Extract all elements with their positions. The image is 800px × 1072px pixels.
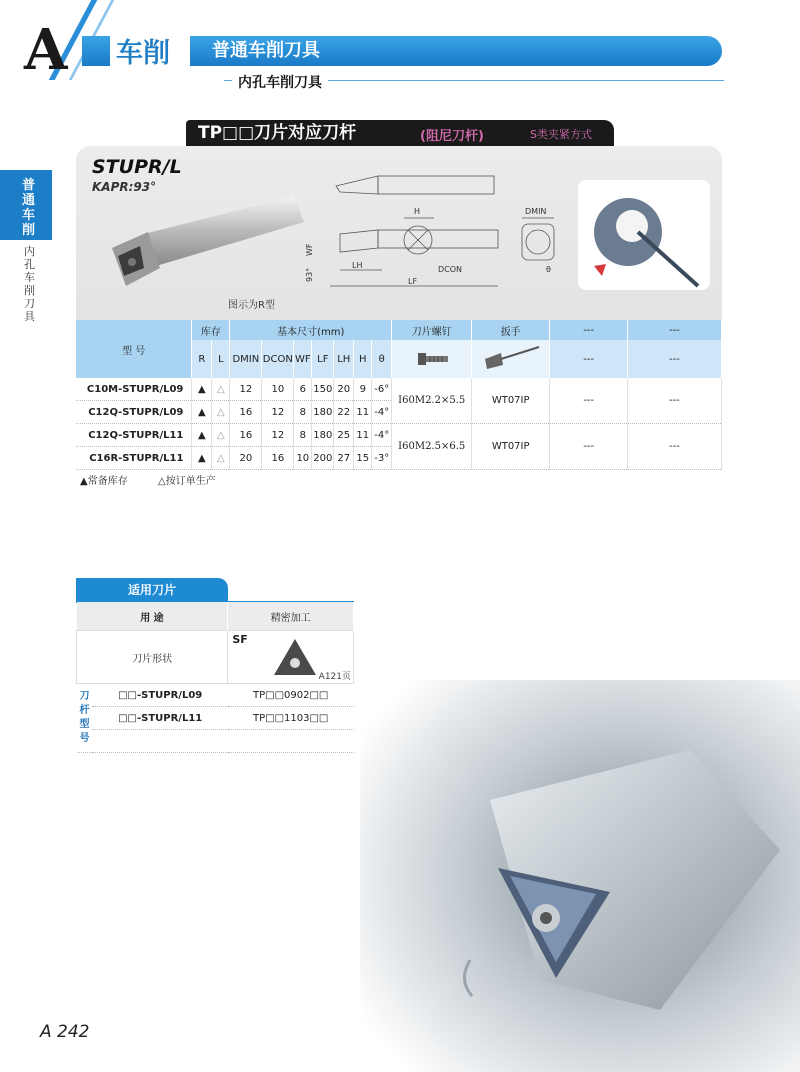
wrench-value: WT07IP <box>472 378 550 424</box>
banner-title: TP□□刀片对应刀杆 <box>198 123 357 143</box>
shape-label: 刀片形状 <box>77 631 228 684</box>
drawing-label-dcon: DCON <box>438 265 463 274</box>
technical-drawing <box>300 160 570 296</box>
triangle-insert-icon <box>272 637 318 677</box>
empty-cell <box>228 730 354 753</box>
subheader-lf: LF <box>312 340 334 378</box>
drawing-label-lh: LH <box>352 261 363 270</box>
drawing-label-wf: WF <box>305 243 314 256</box>
page-ref: A121页 <box>318 672 351 682</box>
holder-vertical-label: 刀杆型号 <box>77 684 93 753</box>
legend-order: △按订单生产 <box>158 476 216 487</box>
subheader-wf: WF <box>294 340 312 378</box>
picture-note: 图示为R型 <box>228 300 275 311</box>
subheader-extra1: --- <box>550 340 628 378</box>
damping-photo <box>578 180 710 290</box>
table-row: C12Q-STUPR/L09 ▲ △ 16 12 8 180 22 11 -4° <box>76 401 722 424</box>
screw-icon <box>392 340 472 378</box>
tool-closeup-photo <box>360 680 800 1072</box>
wrench-icon <box>472 340 550 378</box>
drawing-label-lf: LF <box>408 277 418 286</box>
legend-stock: ▲常备库存 <box>80 476 128 487</box>
subheader-h: H <box>354 340 372 378</box>
insert-model: TP□□1103□□ <box>228 707 354 730</box>
tool-holder-image <box>104 196 304 296</box>
holder-model: □□-STUPR/L11 <box>92 707 227 730</box>
page-number: A 242 <box>40 1022 90 1042</box>
header-extra1: --- <box>550 320 628 340</box>
wrench-value: WT07IP <box>472 424 550 470</box>
spec-table <box>76 320 722 470</box>
category-title: 车削 <box>110 36 190 72</box>
section-letter: A <box>24 17 68 83</box>
insert-tab: 适用刀片 <box>76 578 228 602</box>
drawing-label-h: H <box>414 207 421 216</box>
holder-model: □□-STUPR/L09 <box>92 684 227 707</box>
drawing-label-dmin: DMIN <box>525 207 547 216</box>
table-row: C10M-STUPR/L09 ▲ △ 12 10 6 150 20 9 -6° I60M2.2×5.5 WT07IP --- --- <box>76 378 722 401</box>
subheader-dcon: DCON <box>262 340 294 378</box>
subheader-theta: θ <box>372 340 392 378</box>
header-wrench: 扳手 <box>472 320 550 340</box>
purpose-value: 精密加工 <box>228 602 354 631</box>
side-tab-label: 普通车削 <box>22 178 36 238</box>
subheader-l: L <box>212 340 230 378</box>
header-subtitle: 内孔车削刀具 <box>232 72 328 92</box>
purpose-label: 用 途 <box>77 602 228 631</box>
banner-clamp-type: S类夹紧方式 <box>530 128 592 141</box>
header-title: 普通车削刀具 <box>212 40 320 61</box>
table-row: C12Q-STUPR/L11 ▲ △ 16 12 8 180 25 11 -4° I60M2.5×6.5 WT07IP --- --- <box>76 424 722 447</box>
header-dims: 基本尺寸(mm) <box>230 320 392 340</box>
drawing-label-theta: θ <box>546 265 551 274</box>
subheader-lh: LH <box>334 340 354 378</box>
table-row: C16R-STUPR/L11 ▲ △ 20 16 10 200 27 15 -3° <box>76 447 722 470</box>
side-tab-sublabel: 内孔车削刀具 <box>24 245 35 323</box>
chipbreaker-code: SF <box>232 633 248 646</box>
banner-subtitle: (阻尼刀杆) <box>420 129 484 144</box>
kapr-angle: KAPR:93° <box>92 180 157 194</box>
header-extra2: --- <box>628 320 722 340</box>
subheader-dmin: DMIN <box>230 340 262 378</box>
model-name: STUPR/L <box>92 156 182 178</box>
insert-table <box>76 602 354 753</box>
screw-value: I60M2.2×5.5 <box>392 378 472 424</box>
header-model: 型 号 <box>76 320 192 378</box>
header-screw: 刀片螺钉 <box>392 320 472 340</box>
empty-cell <box>92 730 227 753</box>
insert-shape-cell <box>228 631 354 684</box>
insert-model: TP□□0902□□ <box>228 684 354 707</box>
screw-value: I60M2.5×6.5 <box>392 424 472 470</box>
subheader-r: R <box>192 340 212 378</box>
header-stock: 库存 <box>192 320 230 340</box>
drawing-label-angle: 93° <box>305 267 314 282</box>
subheader-extra2: --- <box>628 340 722 378</box>
